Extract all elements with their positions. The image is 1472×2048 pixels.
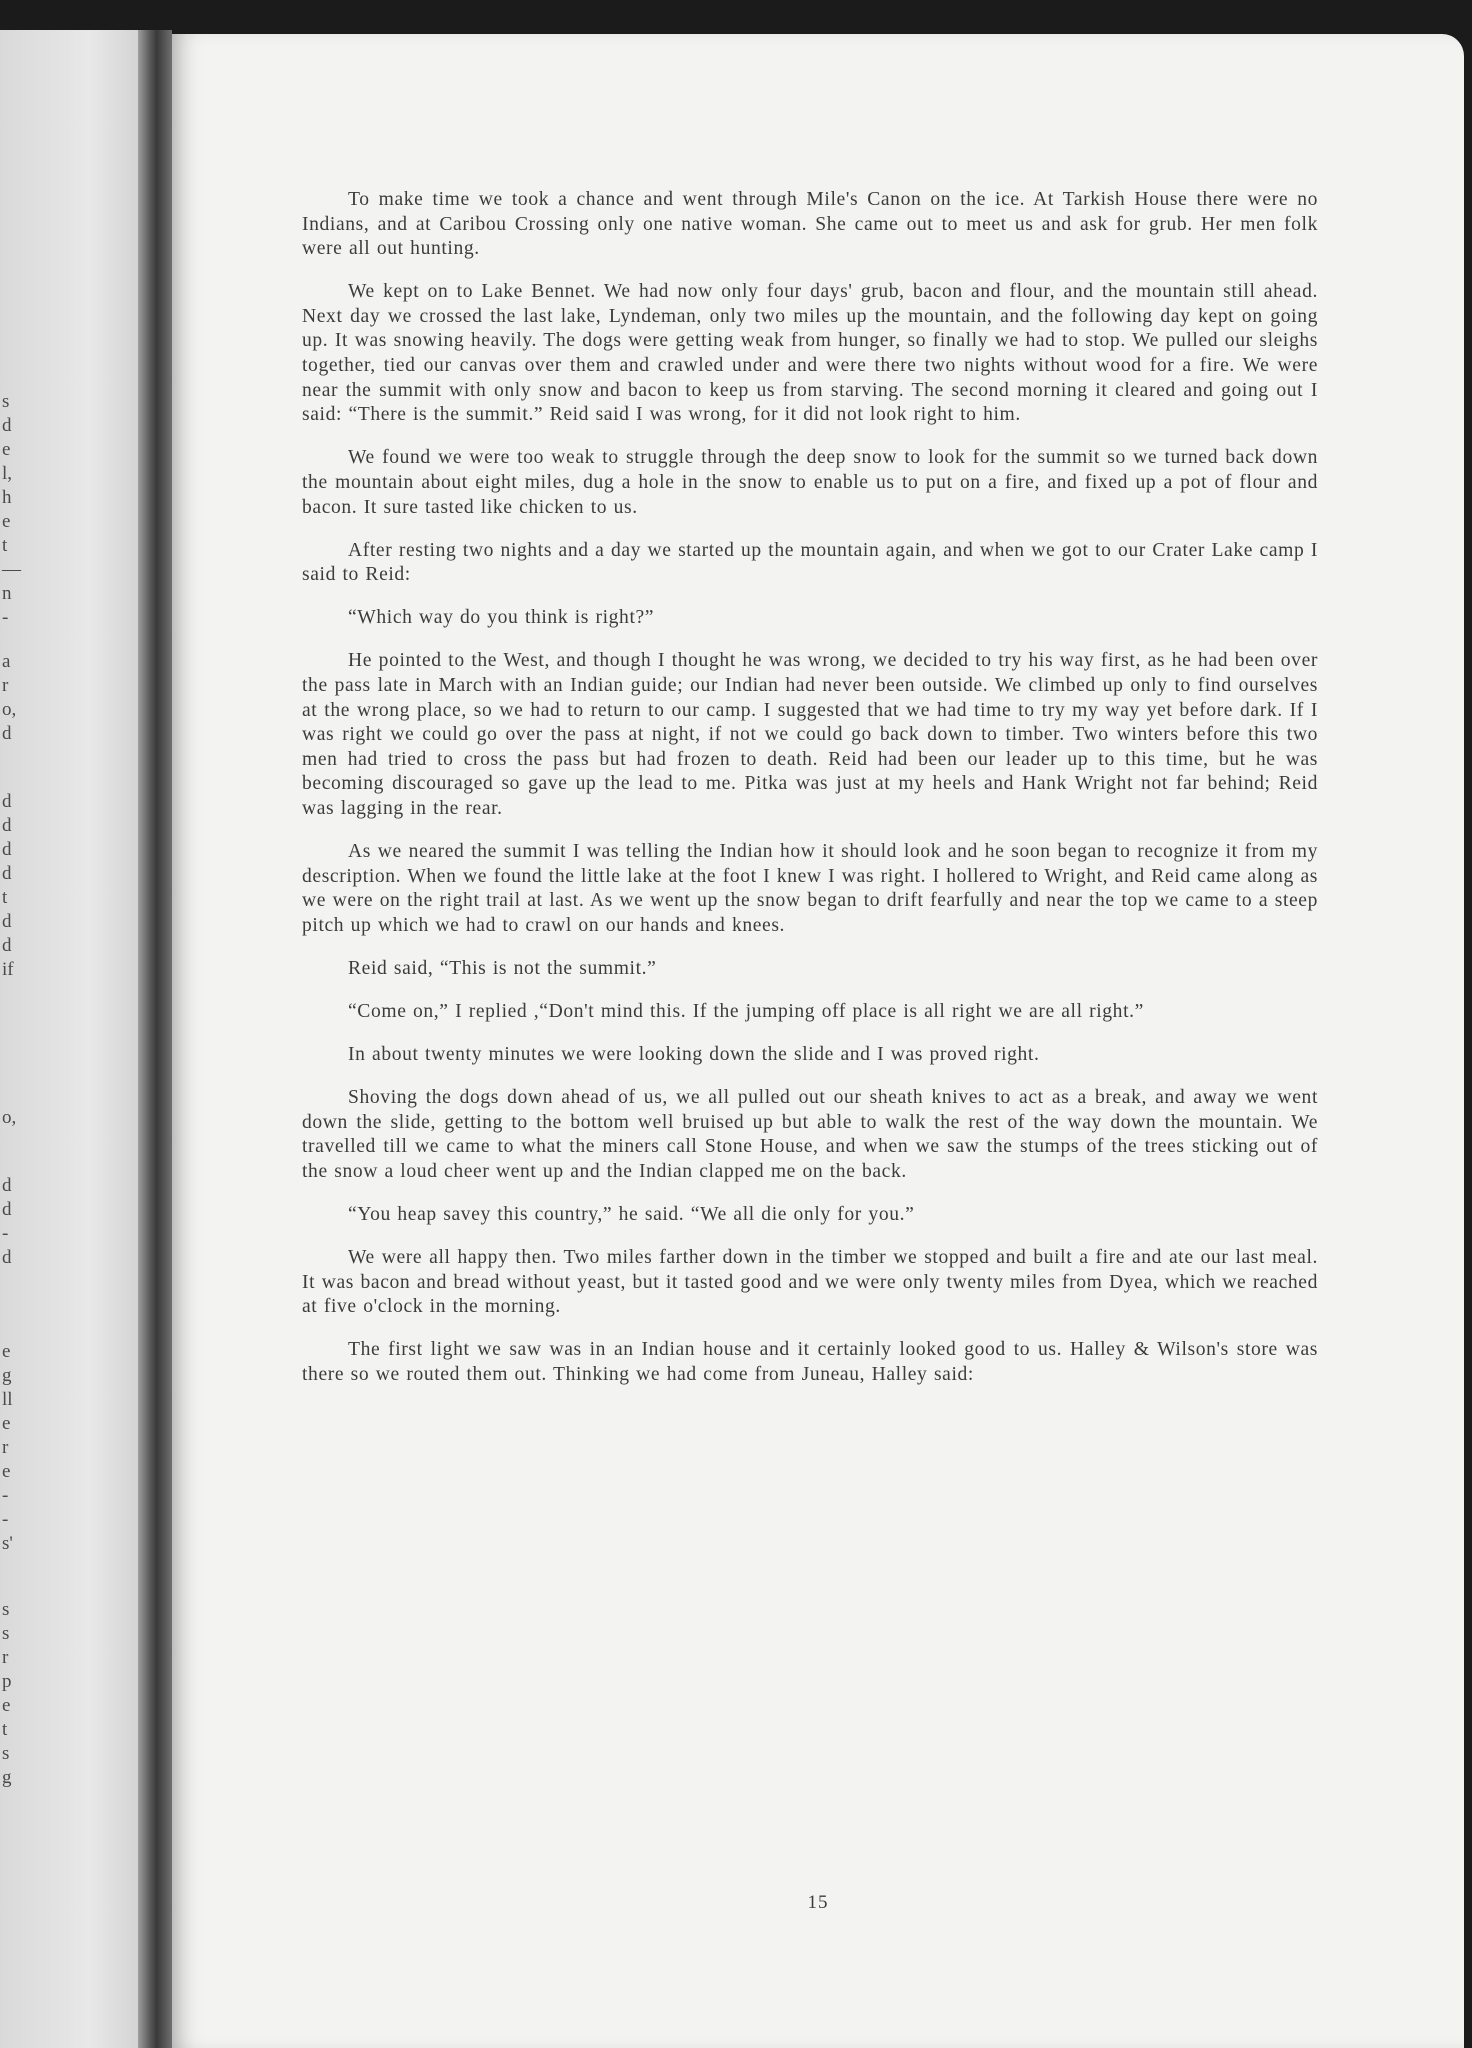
margin-fragment: t	[2, 887, 8, 908]
margin-fragment: d	[2, 935, 12, 956]
paragraph: We were all happy then. Two miles farther down in the timber we stopped and built a fire and ate our last meal. It was bacon and bread without yeast, but it tasted good and we were only twenty miles from Dyea, which we reached at five o'clock in the morning.	[302, 1247, 1318, 1318]
margin-fragment: r	[2, 1647, 9, 1668]
margin-fragment: h	[2, 487, 12, 508]
paragraph: As we neared the summit I was telling the Indian how it should look and he soon began to recognize it from my description. When we found the little lake at the foot I knew I was right. I hollered to Wright, and Reid came along as we were on the right trail at last. As we went up the snow began to drift fearfully and near the top we came to a steep pitch up which we had to crawl on our hands and knees.	[302, 841, 1318, 936]
margin-fragment: d	[2, 839, 12, 860]
margin-fragment: d	[2, 863, 12, 884]
margin-fragment: -	[2, 1223, 9, 1244]
margin-fragment: if	[2, 959, 14, 980]
margin-fragment: n	[2, 583, 12, 604]
margin-fragment: -	[2, 1485, 9, 1506]
margin-fragment: r	[2, 1437, 9, 1458]
paragraph: Reid said, “This is not the summit.”	[348, 957, 657, 979]
paragraph: Shoving the dogs down ahead of us, we all pulled out our sheath knives to act as a break, and away we went down the slide, getting to the bottom well bruised up but able to walk the rest of the way down the mountain. We travelled till we came to what the miners call Stone House, and when we saw the stumps of the trees sticking out of the snow a loud cheer went up and the Indian clapped me on the back.	[302, 1087, 1318, 1182]
margin-fragment: o,	[2, 699, 17, 720]
margin-fragment: g	[2, 1767, 12, 1788]
paragraph: We found we were too weak to struggle through the deep snow to look for the summit so we turned back down the mountain about eight miles, dug a hole in the snow to enable us to put on a fire, and fixed up a pot of flour and bacon. It sure tasted like chicken to us.	[302, 447, 1318, 518]
margin-fragment: -	[2, 1509, 9, 1530]
margin-fragment: d	[2, 1247, 12, 1268]
margin-fragment: d	[2, 911, 12, 932]
margin-fragment: g	[2, 1365, 12, 1386]
paragraph: We kept on to Lake Bennet. We had now only four days' grub, bacon and flour, and the mountain still ahead. Next day we crossed the last lake, Lyndeman, only two miles up the mountain, and the following day kept on going up. It was snowing heavily. The dogs were getting weak from hunger, so finally we had to stop. We pulled our sleighs together, tied our canvas over them and crawled under and were there two nights without wood for a fire. We were near the summit with only snow and bacon to keep us from starving. The second morning it cleared and going out I said: “There is the summit.” Reid said I was wrong, for it did not look right to him.	[302, 281, 1318, 426]
margin-fragment: a	[2, 651, 11, 672]
margin-fragment: e	[2, 439, 11, 460]
margin-fragment: e	[2, 511, 11, 532]
margin-fragment: s	[2, 1743, 10, 1764]
paragraph: He pointed to the West, and though I thought he was wrong, we decided to try his way first, as he had been over the pass late in March with an Indian guide; our Indian had never been outside. We climbed up only to find ourselves at the wrong place, so we had to return to our camp. I suggested that we had time to try my way yet before dark. If I was right we could go over the pass at night, if not we could go back down to timber. Two winters before this two men had tried to cross the pass but had frozen to death. Reid had been our leader up to this time, but he was becoming discouraged so gave up the lead to me. Pitka was just at my heels and Hank Wright not far behind; Reid was lagging in the rear.	[302, 650, 1318, 819]
book-gutter	[138, 30, 172, 2048]
paragraph: In about twenty minutes we were looking down the slide and I was proved right.	[348, 1044, 1040, 1066]
margin-fragment: e	[2, 1341, 11, 1362]
margin-fragment: s	[2, 1599, 10, 1620]
margin-fragment: l,	[2, 463, 13, 484]
facing-page	[0, 30, 150, 2048]
paragraph: “Which way do you think is right?”	[348, 607, 655, 629]
paragraph: To make time we took a chance and went through Mile's Canon on the ice. At Tarkish House there were no Indians, and at Caribou Crossing only one native woman. She came out to meet us and ask for grub. Her men folk were all out hunting.	[302, 189, 1318, 260]
margin-fragment: e	[2, 1695, 11, 1716]
margin-fragment: e	[2, 1413, 11, 1434]
paragraph: “Come on,” I replied ,“Don't mind this. If the jumping off place is all right we are all right.”	[348, 1001, 1144, 1023]
margin-fragment: ll	[2, 1389, 13, 1410]
margin-fragment: s	[2, 1623, 10, 1644]
page-body	[302, 188, 1318, 1406]
margin-fragment: t	[2, 535, 8, 556]
margin-fragment: d	[2, 415, 12, 436]
margin-fragment: e	[2, 1461, 11, 1482]
margin-fragment: p	[2, 1671, 12, 1692]
paragraph: The first light we saw was in an Indian house and it certainly looked good to us. Halley & Wilson's store was there so we routed them out. Thinking we had come from Juneau, Halley said:	[302, 1339, 1318, 1386]
margin-fragment: t	[2, 1719, 8, 1740]
margin-fragment: s'	[2, 1533, 13, 1554]
margin-fragment: —	[2, 559, 21, 580]
paragraph: After resting two nights and a day we started up the mountain again, and when we got to our Crater Lake camp I said to Reid:	[302, 539, 1318, 586]
margin-fragment: r	[2, 675, 9, 696]
margin-fragment: d	[2, 815, 12, 836]
margin-fragment: s	[2, 391, 10, 412]
margin-fragment: -	[2, 607, 9, 628]
margin-fragment: d	[2, 1199, 12, 1220]
margin-fragment: d	[2, 1175, 12, 1196]
margin-fragment: o,	[2, 1107, 17, 1128]
book-page	[172, 34, 1464, 2048]
page-number: 15	[807, 1892, 829, 1913]
margin-fragment: d	[2, 791, 12, 812]
margin-fragment: d	[2, 723, 12, 744]
paragraph: “You heap savey this country,” he said. “We all die only for you.”	[348, 1204, 915, 1226]
